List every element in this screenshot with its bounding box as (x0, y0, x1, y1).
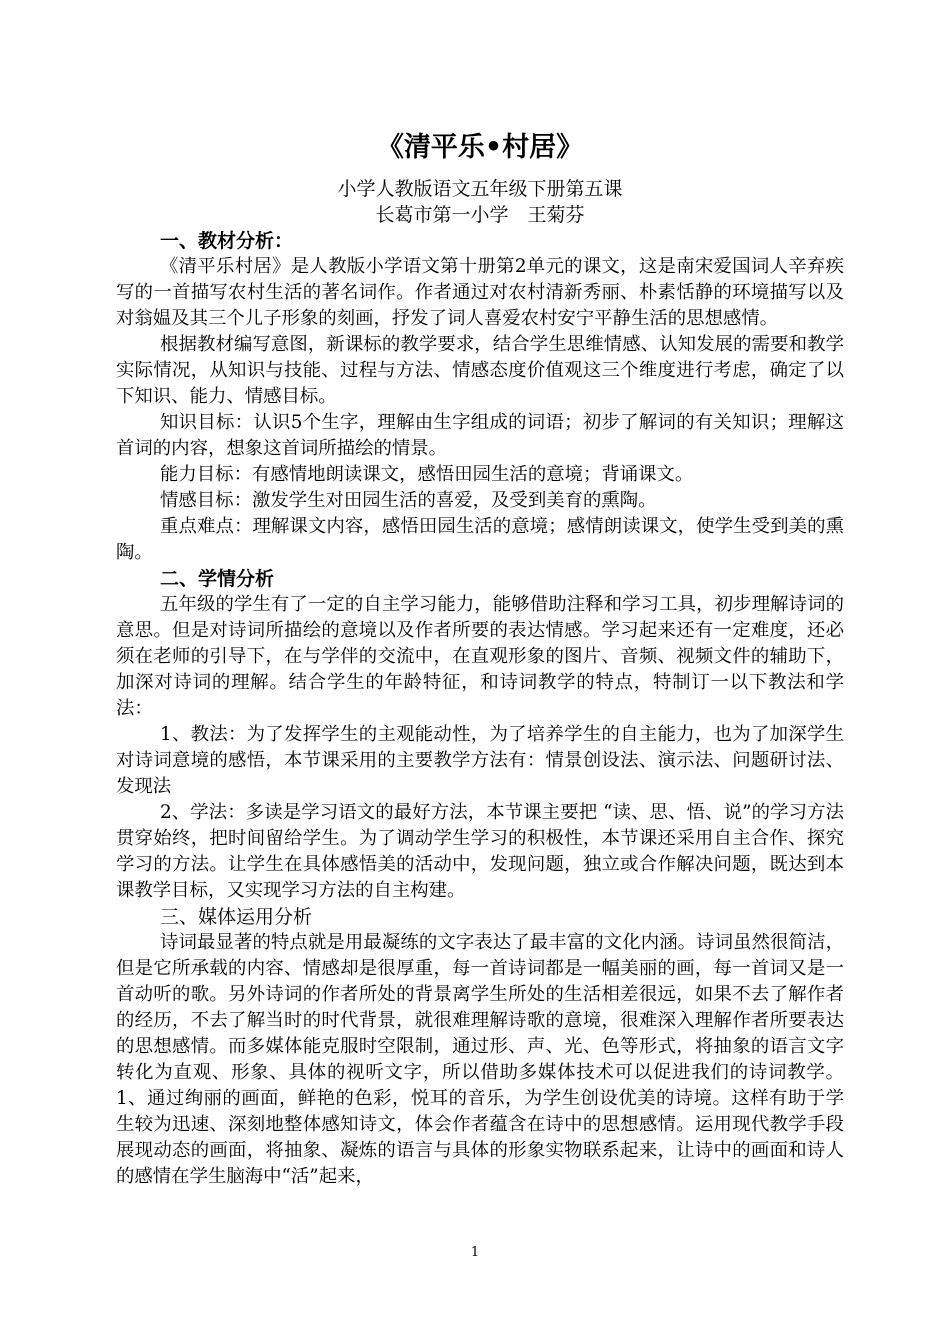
paragraph-learning-method: 2、学法：多读是学习语文的最好方法，本节课主要把 “读、思、悟、说”的学习方法贯穿始终，把时间留给学生。为了调动学生学习的积极性，本节课还采用自主合作、探究学习的方法。让学生在具体感悟美的活动中，发现问题，独立或合作解决问题，既达到本课教学目标，又实现学习方法的自主构建。 (116, 802, 844, 901)
paragraph: 诗词最显著的特点就是用最凝练的文字表达了最丰富的文化内涵。诗词虽然很简洁，但是它所承载的内容、情感却是很厚重，每一首诗词都是一幅美丽的画，每一首词又是一首动听的歌。另外诗词的作者所处的背景离学生所处的生活相差很远，如果不去了解作者的经历，不去了解当时的时代背景，就很难理解诗歌的意境，很难深入理解作者所要表达的思想感情。而多媒体能克服时空限制，通过形、声、光、色等形式，将抽象的语言文字转化为直观、形象、具体的视听文字，所以借助多媒体技术可以促进我们的诗词教学。1、通过绚丽的画面，鲜艳的色彩，悦耳的音乐，为学生创设优美的诗境。这样有助于学生较为迅速、深刻地整体感知诗文，体会作者蕴含在诗中的思想感情。运用现代教学手段展现动态的画面，将抽象、凝炼的语言与具体的形象实物联系起来，让诗中的画面和诗人的感情在学生脑海中“活”起来， (116, 932, 844, 1187)
section-heading-media-analysis: 三、媒体运用分析 (160, 906, 313, 928)
section-heading-textbook-analysis: 一、教材分析： (160, 230, 294, 252)
paragraph: 根据教材编写意图，新课标的教学要求，结合学生思维情感、认知发展的需要和教学实际情况，从知识与技能、过程与方法、情感态度价值观这三个维度进行考虑，确定了以下知识、能力、情感目标。 (116, 334, 844, 407)
document-title: 《清平乐•村居》 (376, 132, 584, 163)
paragraph-teaching-method: 1、教法：为了发挥学生的主观能动性，为了培养学生的自主能力，也为了加深学生对诗词意境的感悟，本节课采用的主要教学方法有：情景创设法、演示法、问题研讨法、发现法 (116, 724, 844, 797)
document-page (116, 128, 844, 1190)
paragraph-emotion-goal: 情感目标：激发学生对田园生活的喜爱，及受到美育的熏陶。 (160, 490, 657, 511)
document-subtitle-course: 小学人教版语文五年级下册第五课 (337, 178, 623, 200)
paragraph-key-points: 重点难点：理解课文内容，感悟田园生活的意境；感情朗读课文，使学生受到美的熏陶。 (116, 516, 844, 563)
paragraph-knowledge-goal: 知识目标：认识5个生字，理解由生字组成的词语；初步了解词的有关知识；理解这首词的内容，想象这首词所描绘的情景。 (116, 412, 844, 459)
page-number: 1 (470, 1245, 480, 1260)
paragraph-ability-goal: 能力目标：有感情地朗读课文，感悟田园生活的意境；背诵课文。 (160, 464, 694, 485)
section-heading-student-analysis: 二、学情分析 (160, 568, 275, 590)
document-subtitle-author: 长葛市第一小学 王菊芬 (375, 204, 585, 226)
paragraph: 《清平乐村居》是人教版小学语文第十册第2单元的课文，这是南宋爱国词人辛弃疾写的一首描写农村生活的著名词作。作者通过对农村清新秀丽、朴素恬静的环境描写以及对翁媪及其三个儿子形象的刻画，抒发了词人喜爱农村安宁平静生活的思想感情。 (116, 256, 844, 329)
paragraph: 五年级的学生有了一定的自主学习能力，能够借助注释和学习工具，初步理解诗词的意思。但是对诗词所描绘的意境以及作者所要的表达情感。学习起来还有一定难度，还必须在老师的引导下，在与学伴的交流中，在直观形象的图片、音频、视频文件的辅助下，加深对诗词的理解。结合学生的年龄特征，和诗词教学的特点，特制订一以下教法和学法： (116, 594, 844, 719)
